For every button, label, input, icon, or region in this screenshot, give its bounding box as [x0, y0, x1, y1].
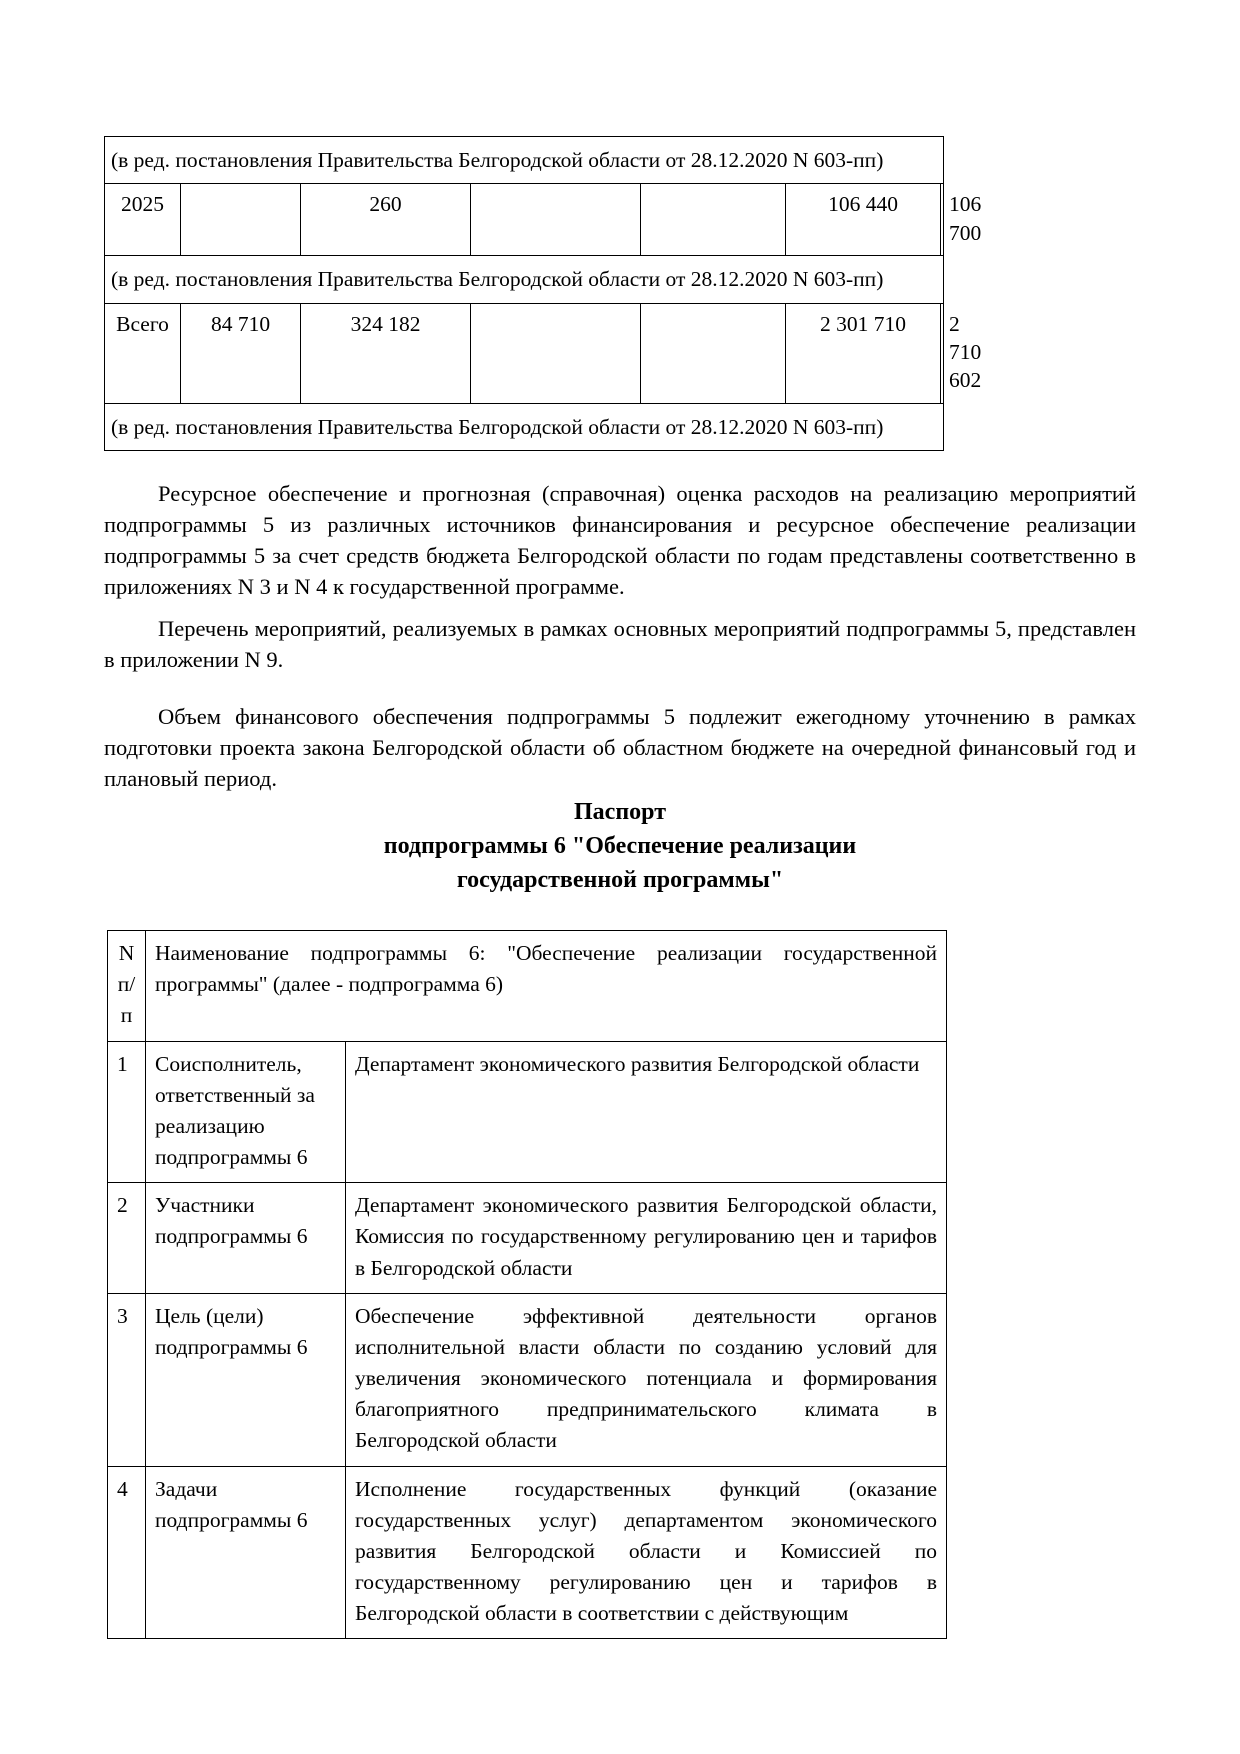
- passport-header-row: [108, 931, 947, 1042]
- value-cell: 84 710: [181, 303, 301, 403]
- paragraph-resource-provision: Ресурсное обеспечение и прогнозная (справочная) оценка расходов на реализацию мероприятий подпрограммы 5 из различных источников финансирования и ресурсное обеспечение реализации подпрограммы 5 за счет средств бюджета Белгородской области по годам представлены соответственно в приложениях N 3 и N 4 к государственной программе.: [104, 480, 1136, 599]
- finance-note-row: [105, 137, 944, 184]
- row-label: Участники подпрограммы 6: [146, 1183, 346, 1294]
- value-cell: 260: [301, 184, 471, 256]
- total-label-cell: Всего: [105, 303, 181, 403]
- table-row: [105, 184, 944, 256]
- amendment-note: (в ред. постановления Правительства Белгородской области от 28.12.2020 N 603-пп): [105, 403, 944, 450]
- table-row: [108, 1466, 947, 1639]
- value-cell: 2 710 602: [941, 303, 944, 403]
- row-value: Обеспечение эффективной деятельности органов исполнительной власти области по созданию условий для увеличения экономического потенциала и формирования благоприятного предпринимательского климата в Белгородской области: [346, 1293, 947, 1466]
- heading-line-2: подпрограммы 6 "Обеспечение реализации: [383, 833, 857, 860]
- value-cell: 324 182: [301, 303, 471, 403]
- value-cell: [181, 184, 301, 256]
- row-number: 4: [108, 1466, 146, 1639]
- heading-line-3: государственной программы": [456, 867, 784, 894]
- finance-table-container: [104, 136, 982, 451]
- amendment-note: (в ред. постановления Правительства Белгородской области от 28.12.2020 N 603-пп): [105, 256, 944, 303]
- row-value: Департамент экономического развития Белгородской области: [346, 1041, 947, 1183]
- value-cell: 106 440: [786, 184, 941, 256]
- year-cell: 2025: [105, 184, 181, 256]
- value-cell: [641, 303, 786, 403]
- paragraph-measures-list: Перечень мероприятий, реализуемых в рамках основных мероприятий подпрограммы 5, представлен в приложении N 9.: [104, 615, 1136, 672]
- value-cell: [471, 303, 641, 403]
- value-cell: [471, 184, 641, 256]
- header-n-line1: N: [118, 941, 135, 965]
- table-row: [108, 1183, 947, 1294]
- heading-line-1: Паспорт: [574, 799, 666, 825]
- paragraph-financial-volume: Объем финансового обеспечения подпрограммы 5 подлежит ежегодному уточнению в рамках подготовки проекта закона Белгородской области об областном бюджете на очередной финансовый год и плановый период.: [104, 703, 1136, 791]
- row-number: 2: [108, 1183, 146, 1294]
- value-cell: [641, 184, 786, 256]
- table-row: [108, 1041, 947, 1183]
- finance-note-row: [105, 403, 944, 450]
- table-row: [108, 1293, 947, 1466]
- value-cell: 2 301 710: [786, 303, 941, 403]
- header-n-line2: п/п: [117, 972, 136, 1028]
- finance-note-row: [105, 256, 944, 303]
- passport-table-container: [107, 930, 947, 1639]
- row-label: Цель (цели) подпрограммы 6: [146, 1293, 346, 1466]
- header-cell-title: Наименование подпрограммы 6: "Обеспечение реализации государственной программы" (далее - подпрограмма 6): [146, 931, 947, 1042]
- row-value: Исполнение государственных функций (оказание государственных услуг) департаментом экономического развития Белгородской области и Комиссией по государственному регулированию цен и тарифов в Белгородской области в соответствии с действующим: [346, 1466, 947, 1639]
- finance-table: [104, 136, 982, 451]
- row-label: Задачи подпрограммы 6: [146, 1466, 346, 1639]
- table-row: [105, 303, 944, 403]
- row-label: Соисполнитель, ответственный за реализацию подпрограммы 6: [146, 1041, 346, 1183]
- amendment-note: (в ред. постановления Правительства Белгородской области от 28.12.2020 N 603-пп): [105, 137, 944, 184]
- header-cell-number: [108, 931, 146, 1042]
- row-number: 1: [108, 1041, 146, 1183]
- row-number: 3: [108, 1293, 146, 1466]
- page-title: [104, 795, 1136, 897]
- value-cell: 106 700: [941, 184, 944, 256]
- passport-table: [107, 930, 947, 1639]
- row-value: Департамент экономического развития Белгородской области, Комиссия по государственному регулированию цен и тарифов в Белгородской области: [346, 1183, 947, 1294]
